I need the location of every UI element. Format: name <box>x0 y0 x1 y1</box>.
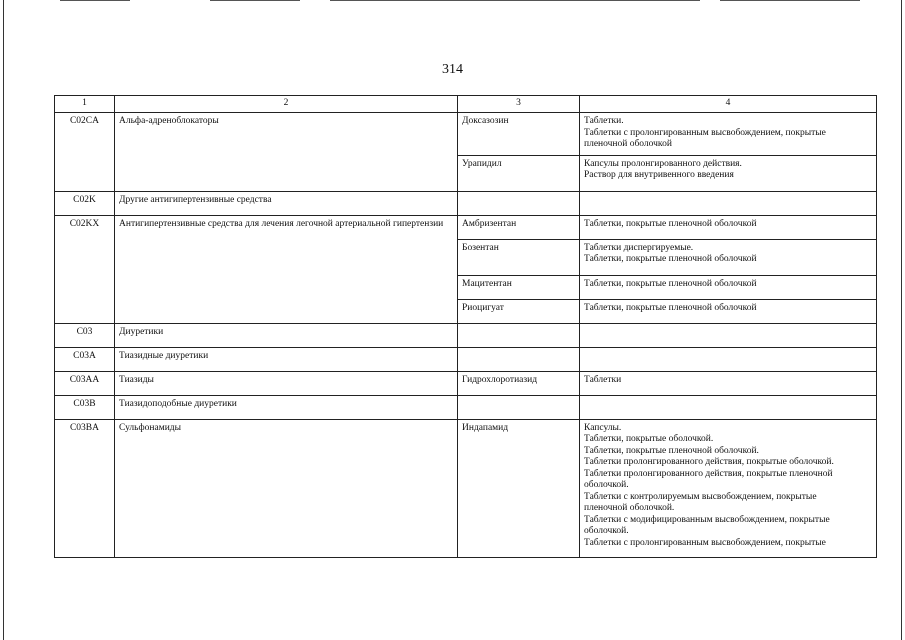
group-name-cell <box>115 371 458 395</box>
dosage-form-line: Таблетки с пролонгированным высвобождением, покрытые <box>584 127 826 138</box>
group-name-text: Диуретики <box>119 326 164 337</box>
dosage-form-line: Таблетки, покрытые оболочкой. <box>584 434 714 444</box>
group-name-text: Другие антигипертензивные средства <box>119 194 272 205</box>
top-scan-mark <box>720 0 860 1</box>
dosage-form-line: пленочной оболочкой <box>584 139 672 149</box>
drug-name-cell: Риоцигуат <box>458 299 580 323</box>
group-name-cell <box>115 323 458 347</box>
group-name-text: Альфа-адреноблокаторы <box>119 116 219 126</box>
dosage-form-line: Таблетки пролонгированного действия, покрытые оболочкой. <box>584 457 834 467</box>
group-name-text: Тиазидоподобные диуретики <box>119 398 237 409</box>
atc-code-cell: C03B <box>55 395 115 419</box>
dosage-forms-cell <box>580 371 877 395</box>
dosage-form-line: Капсулы. <box>584 422 622 433</box>
drug-name-cell: Бозентан <box>458 239 580 275</box>
table-row <box>55 323 877 347</box>
page-left-edge <box>3 0 4 640</box>
group-name-cell <box>115 419 458 557</box>
group-name-text: Сульфонамиды <box>119 422 182 433</box>
table-row <box>55 371 877 395</box>
group-name-cell <box>115 215 458 323</box>
table-body <box>55 96 877 558</box>
dosage-forms-cell <box>580 113 877 156</box>
page-right-edge <box>901 0 902 640</box>
dosage-form-line: Таблетки пролонгированного действия, покрытые пленочной <box>584 468 833 479</box>
column-header-3: 3 <box>458 96 580 113</box>
atc-code-cell: C03A <box>55 347 115 371</box>
dosage-forms-cell <box>580 323 877 347</box>
top-scan-mark <box>330 0 700 1</box>
column-header-4: 4 <box>580 96 877 113</box>
dosage-forms-cell <box>580 299 877 323</box>
atc-code-cell: C03BA <box>55 419 115 557</box>
group-name-cell <box>115 113 458 192</box>
dosage-form-line: Таблетки, покрытые пленочной оболочкой <box>584 302 757 313</box>
page-number: 314 <box>442 62 463 77</box>
dosage-form-line: Таблетки, покрытые пленочной оболочкой <box>584 218 757 229</box>
drug-name-cell: Гидрохлоротиазид <box>458 371 580 395</box>
dosage-form-line: оболочкой. <box>584 526 629 536</box>
drug-classification-table <box>54 95 877 558</box>
table-row <box>55 215 877 239</box>
atc-code-cell: C03AA <box>55 371 115 395</box>
atc-code-cell: C02CA <box>55 113 115 192</box>
dosage-forms-cell <box>580 191 877 215</box>
group-name-cell <box>115 347 458 371</box>
top-scan-mark <box>60 0 130 1</box>
drug-name-cell: Индапамид <box>458 419 580 557</box>
group-name-cell <box>115 191 458 215</box>
dosage-form-line: Таблетки, покрытые пленочной оболочкой. <box>584 445 759 456</box>
table-row <box>55 347 877 371</box>
table-row <box>55 419 877 557</box>
atc-code-cell: C02KX <box>55 215 115 323</box>
table-row <box>55 191 877 215</box>
drug-name-cell <box>458 323 580 347</box>
drug-name-cell <box>458 347 580 371</box>
dosage-form-line: Таблетки <box>584 374 622 385</box>
dosage-form-line: Таблетки с модифицированным высвобождением, покрытые <box>584 514 830 525</box>
drug-name-cell: Амбризентан <box>458 215 580 239</box>
dosage-forms-cell <box>580 419 877 557</box>
drug-name-cell: Мацитентан <box>458 275 580 299</box>
column-header-1: 1 <box>55 96 115 113</box>
dosage-form-line: пленочной оболочкой. <box>584 503 675 513</box>
atc-code-cell: C02K <box>55 191 115 215</box>
column-header-2: 2 <box>115 96 458 113</box>
dosage-form-line: Таблетки с контролируемым высвобождением, покрытые <box>584 491 817 502</box>
drug-name-cell <box>458 395 580 419</box>
dosage-form-line: Капсулы пролонгированного действия. <box>584 158 742 169</box>
dosage-forms-cell <box>580 215 877 239</box>
dosage-forms-cell <box>580 347 877 371</box>
top-scan-mark <box>210 0 300 1</box>
group-name-text: Тиазидные диуретики <box>119 350 209 361</box>
group-name-text: Антигипертензивные средства для лечения легочной артериальной гипертензии <box>119 218 444 229</box>
table-row <box>55 113 877 156</box>
group-name-cell <box>115 395 458 419</box>
group-name-text: Тиазиды <box>119 374 154 385</box>
dosage-form-line: Таблетки, покрытые пленочной оболочкой <box>584 254 757 264</box>
drug-name-cell: Урапидил <box>458 155 580 191</box>
dosage-form-line: Раствор для внутривенного введения <box>584 170 734 180</box>
table-row <box>55 395 877 419</box>
dosage-forms-cell <box>580 275 877 299</box>
dosage-form-line: Таблетки, покрытые пленочной оболочкой <box>584 278 757 289</box>
dosage-form-line: Таблетки с пролонгированным высвобождением, покрытые <box>584 537 826 548</box>
drug-name-cell <box>458 191 580 215</box>
dosage-form-line: Таблетки диспергируемые. <box>584 242 694 253</box>
table-header-row <box>55 96 877 113</box>
dosage-form-line: оболочкой. <box>584 480 629 490</box>
atc-code-cell: C03 <box>55 323 115 347</box>
dosage-form-line: Таблетки. <box>584 116 624 126</box>
dosage-forms-cell <box>580 239 877 275</box>
dosage-forms-cell <box>580 155 877 191</box>
drug-name-cell: Доксазозин <box>458 113 580 156</box>
dosage-forms-cell <box>580 395 877 419</box>
